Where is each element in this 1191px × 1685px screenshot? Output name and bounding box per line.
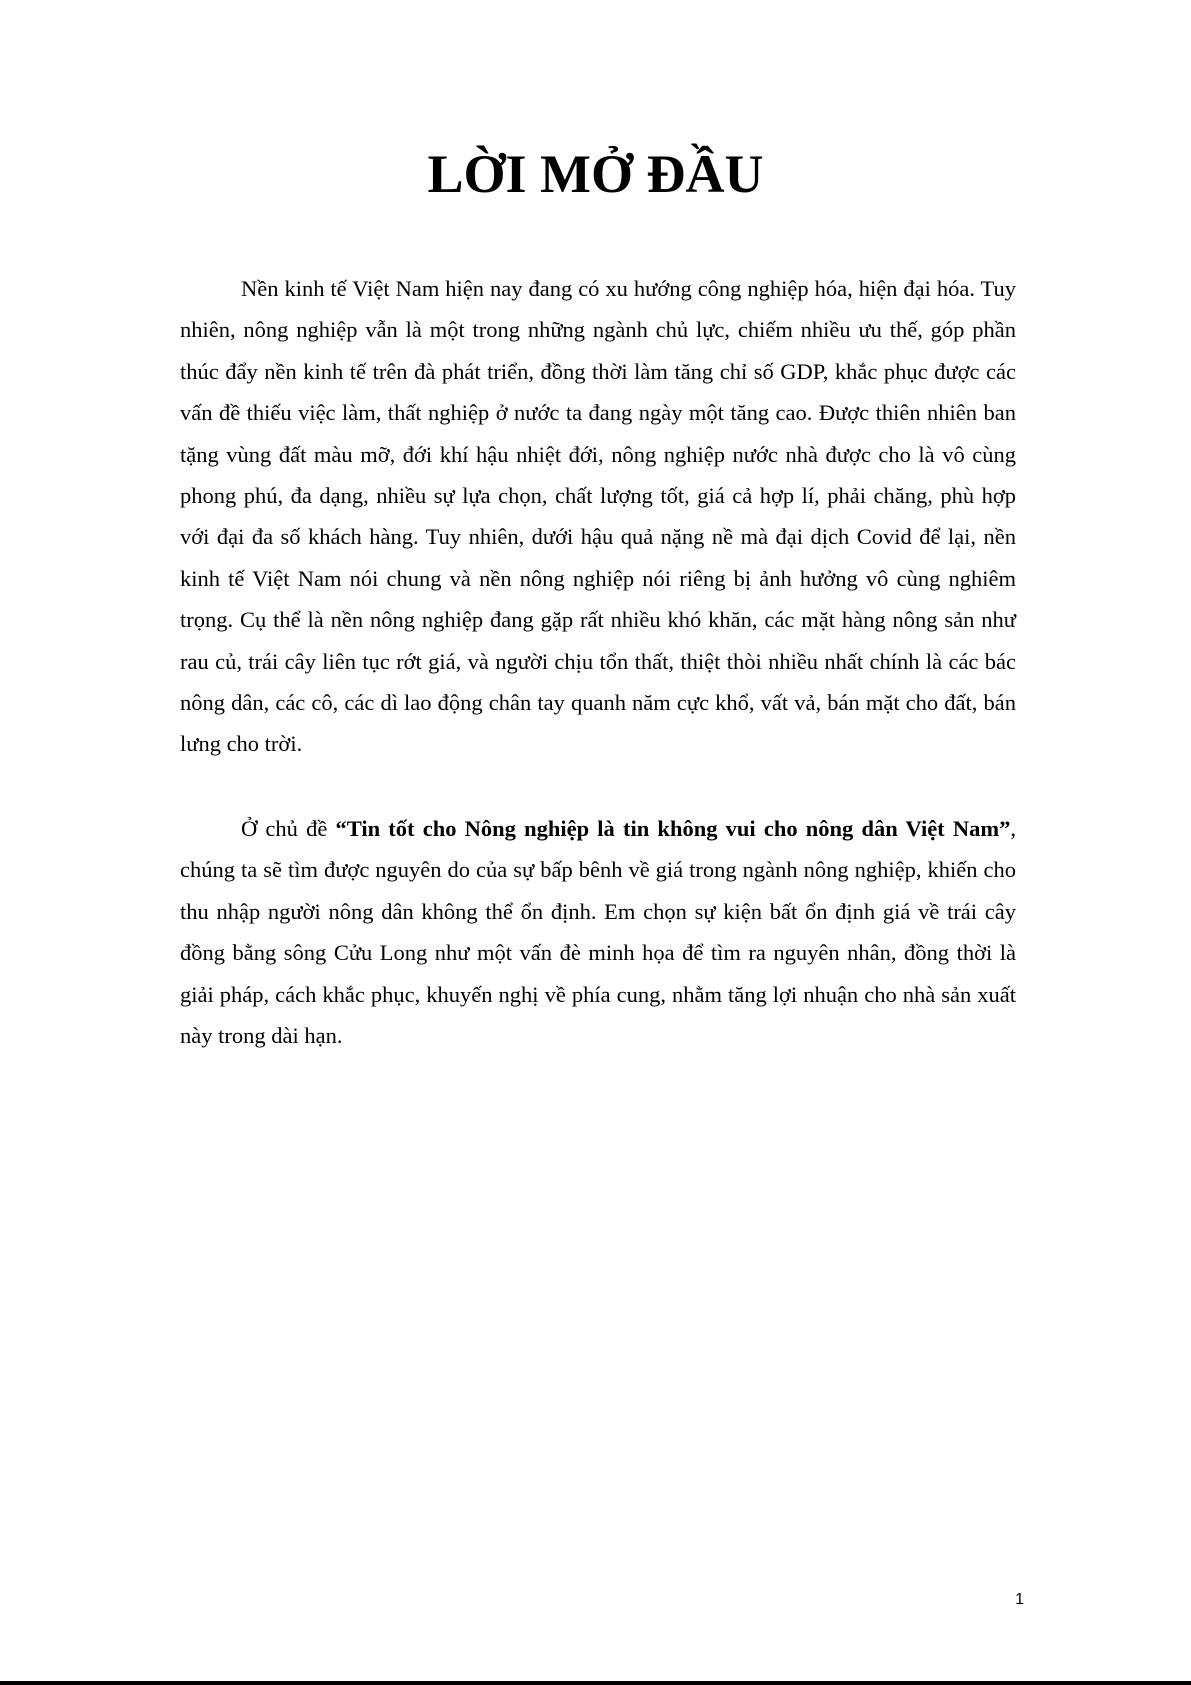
paragraph-lead-text: Ở chủ đề xyxy=(241,816,336,841)
topic-title: “Tin tốt cho Nông nghiệp là tin không vui cho nông dân Việt Nam” xyxy=(335,816,1011,841)
page-number: 1 xyxy=(1015,1591,1024,1608)
paragraph-body-text: , chúng ta sẽ tìm được nguyên do của sự bấp bênh về giá trong ngành nông nghiệp, khiến cho thu nhập người nông dân không thể ổn định. Em chọn sự kiện bất ổn định giá về trái cây đồng bằng sông Cửu Long như một vấn đè minh họa để tìm ra nguyên nhân, đồng thời là giải pháp, cách khắc phục, khuyến nghị về phía cung, nhằm tăng lợi nhuận cho nhà sản xuất này trong dài hạn. xyxy=(180,816,1016,1049)
page-title: LỜI MỞ ĐẦU xyxy=(427,144,764,204)
intro-paragraph-1: Nền kinh tế Việt Nam hiện nay đang có xu hướng công nghiệp hóa, hiện đại hóa. Tuy nhiên, nông nghiệp vẫn là một trong những ngành chủ lực, chiếm nhiều ưu thế, góp phần thúc đẩy nền kinh tế trên đà phát triển, đồng thời làm tăng chỉ số GDP, khắc phục được các vấn đề thiếu việc làm, thất nghiệp ở nước ta đang ngày một tăng cao. Được thiên nhiên ban tặng vùng đất màu mỡ, đới khí hậu nhiệt đới, nông nghiệp nước nhà được cho là vô cùng phong phú, đa dạng, nhiều sự lựa chọn, chất lượng tốt, giá cả hợp lí, phải chăng, phù hợp với đại đa số khách hàng. Tuy nhiên, dưới hậu quả nặng nề mà đại dịch Covid để lại, nền kinh tế Việt Nam nói chung và nền nông nghiệp nói riêng bị ảnh hưởng vô cùng nghiêm trọng. Cụ thể là nền nông nghiệp đang gặp rất nhiều khó khăn, các mặt hàng nông sản như rau củ, trái cây liên tục rớt giá, và người chịu tổn thất, thiệt thòi nhiều nhất chính là các bác nông dân, các cô, các dì lao động chân tay quanh năm cực khổ, vất vả, bán mặt cho đất, bán lưng cho trời. xyxy=(180,276,1016,757)
intro-paragraph-2 xyxy=(180,808,1016,1056)
page-bottom-border xyxy=(0,1681,1191,1685)
